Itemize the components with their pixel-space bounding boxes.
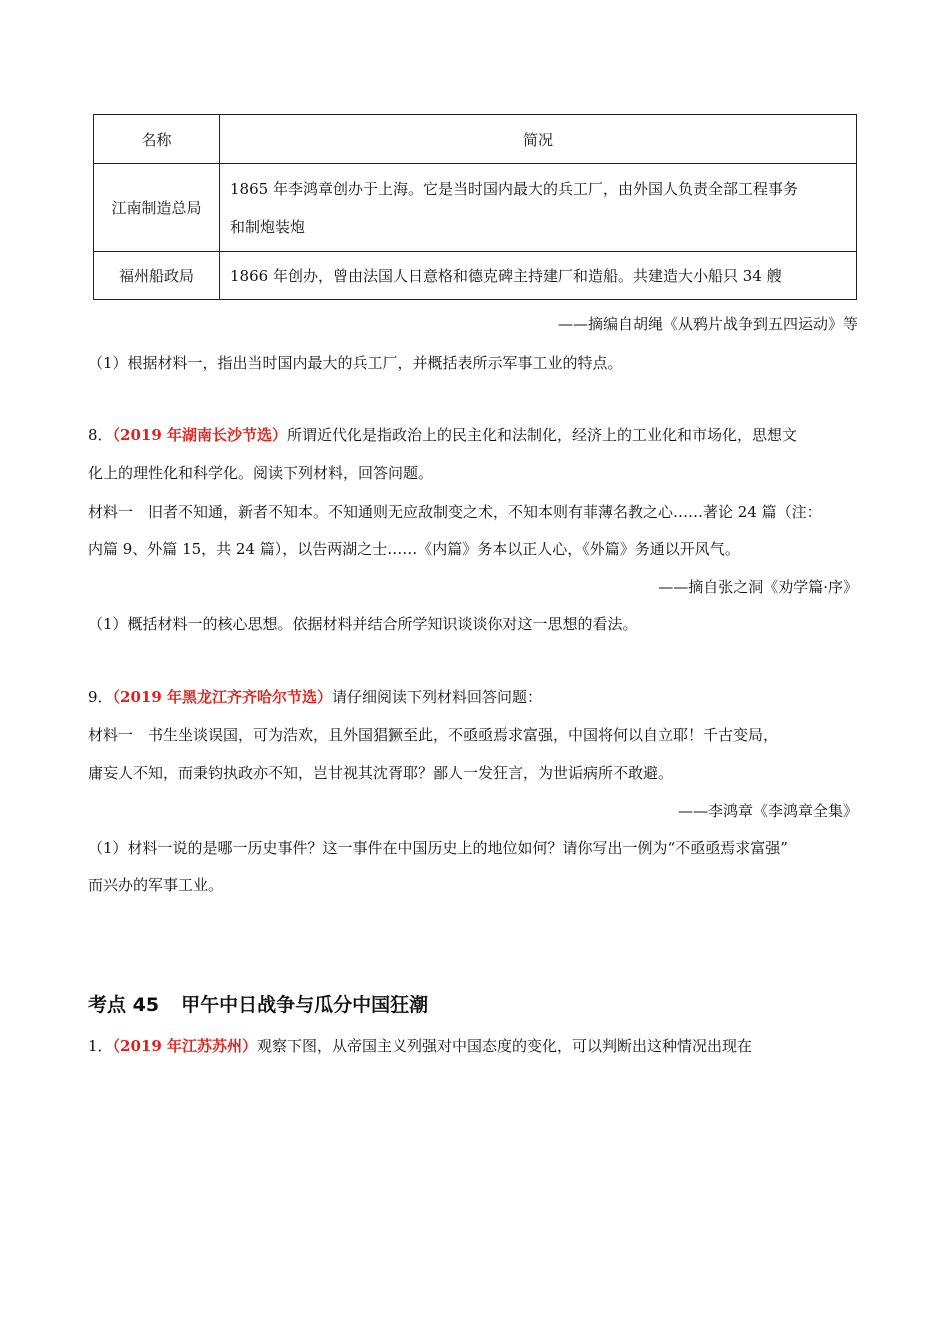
- q9-material-line-2: 庸妄人不知，而秉钧执政亦不知，岂甘视其沈胥耶？鄙人一发狂言，为世诟病所不敢避。: [88, 764, 674, 782]
- section-label: 考点 45: [88, 994, 160, 1016]
- q1-source-tag: （2019 年江苏苏州）: [112, 1037, 258, 1055]
- section-heading: [88, 990, 428, 1017]
- q8-line-2: 化上的理性化和科学化。阅读下列材料，回答问题。: [88, 464, 434, 482]
- table-cell-name: 福州船政局: [94, 252, 220, 300]
- table-cell-name: 江南制造总局: [94, 164, 220, 252]
- q8-material-line-1: 材料一 旧者不知通，新者不知本。不知通则无应敌制变之术，不知本则有菲薄名教之心……著论 24 篇（注：: [88, 503, 822, 521]
- q8-line-1: 8．（2019 年湖南长沙节选）所谓近代化是指政治上的民主化和法制化，经济上的工业化和市场化，思想文: [88, 426, 798, 444]
- q9-line-1: 9．（2019 年黑龙江齐齐哈尔节选）请仔细阅读下列材料回答问题：: [88, 688, 543, 706]
- q8-subquestion-1: （1）概括材料一的核心思想。依据材料并结合所学知识谈谈你对这一思想的看法。: [88, 615, 638, 633]
- q8-source: ——摘自张之洞《劝学篇·序》: [658, 578, 858, 596]
- q7-subquestion-1: （1）根据材料一，指出当时国内最大的兵工厂，并概括表所示军事工业的特点。: [88, 354, 623, 372]
- q8-source-tag: （2019 年湖南长沙节选）: [112, 426, 288, 444]
- q9-subquestion-1-line-1: （1）材料一说的是哪一历史事件？这一事件在中国历史上的地位如何？请你写出一例为“不亟亟焉求富强”: [88, 839, 788, 857]
- q9-source-tag: （2019 年黑龙江齐齐哈尔节选）: [112, 688, 333, 706]
- q8-material-line-2: 内篇 9、外篇 15，共 24 篇），以告两湖之士……《内篇》务本以正人心，《外篇》务通以开风气。: [88, 540, 740, 558]
- table-cell-desc: 1866 年创办，曾由法国人日意格和德克碑主持建厂和造船。共建造大小船只 34 艘: [220, 252, 857, 300]
- table-source: ——摘编自胡绳《从鸦片战争到五四运动》等: [557, 315, 858, 333]
- table-row: [94, 164, 857, 252]
- table-header-desc: 简况: [220, 115, 857, 164]
- q9-source: ——李鸿章《李鸿章全集》: [677, 802, 858, 820]
- q9-subquestion-1-line-2: 而兴办的军事工业。: [88, 876, 224, 894]
- table-cell-desc: 1865 年李鸿章创办于上海。它是当时国内最大的兵工厂，由外国人负责全部工程事务 和制炮装炮: [220, 164, 857, 252]
- section-title: 甲午中日战争与瓜分中国狂潮: [181, 994, 429, 1016]
- military-industry-table: [93, 114, 857, 300]
- q9-material-line-1: 材料一 书生坐谈误国，可为浩欢，且外国猖獗至此，不亟亟焉求富强，中国将何以自立耶！千古变局，: [88, 726, 779, 744]
- q1-line-1: 1．（2019 年江苏苏州）观察下图，从帝国主义列强对中国态度的变化，可以判断出这种情况出现在: [88, 1037, 753, 1055]
- table-row: [94, 252, 857, 300]
- table-header-name: 名称: [94, 115, 220, 164]
